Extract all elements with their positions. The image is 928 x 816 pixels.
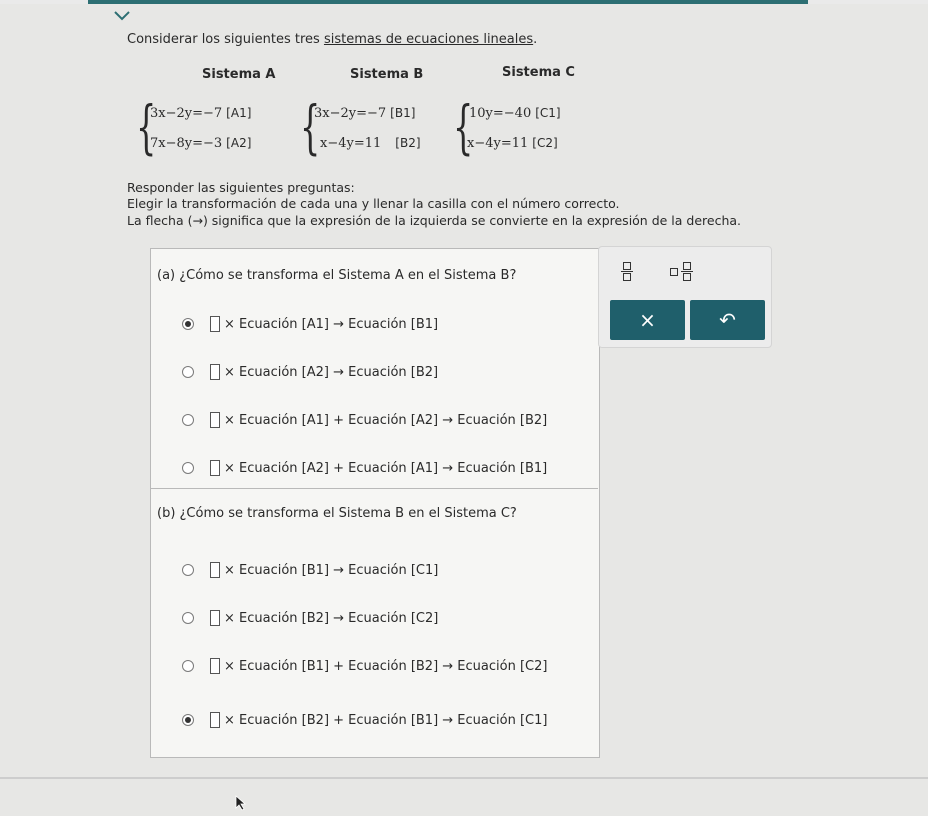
answer-box[interactable]: [210, 658, 220, 674]
radio[interactable]: [182, 660, 194, 672]
top-bar: [0, 0, 928, 4]
answer-box[interactable]: [210, 562, 220, 578]
equation-c1: 10y=−40 [C1]: [469, 106, 561, 121]
equation-a2: 7x−8y=−3 [A2]: [150, 136, 252, 151]
answer-box[interactable]: [210, 460, 220, 476]
option-a4[interactable]: × Ecuación [A2] + Ecuación [A1] → Ecuación [B1]: [182, 458, 547, 478]
undo-button[interactable]: [690, 300, 765, 340]
clear-button[interactable]: [610, 300, 685, 340]
close-icon: ×: [639, 308, 656, 332]
radio-selected[interactable]: [182, 714, 194, 726]
instruction-1: Responder las siguientes preguntas:: [127, 180, 355, 195]
question-b-prompt: (b) ¿Cómo se transforma el Sistema B en el Sistema C?: [157, 506, 517, 521]
option-a1[interactable]: × Ecuación [A1] → Ecuación [B1]: [182, 314, 438, 334]
option-a3[interactable]: × Ecuación [A1] + Ecuación [A2] → Ecuación [B2]: [182, 410, 547, 430]
instruction-2: Elegir la transformación de cada una y llenar la casilla con el número correcto.: [127, 196, 620, 211]
answer-box[interactable]: [210, 412, 220, 428]
fraction-icon[interactable]: [621, 262, 633, 281]
system-a-title: Sistema A: [202, 67, 276, 82]
system-c: [453, 93, 603, 161]
system-b: [300, 93, 450, 161]
equation-c2: x−4y=11 [C2]: [467, 136, 558, 151]
option-a2[interactable]: × Ecuación [A2] → Ecuación [B2]: [182, 362, 438, 382]
equation-a1: 3x−2y=−7 [A1]: [150, 106, 252, 121]
system-c-title: Sistema C: [502, 65, 575, 80]
undo-icon: ↶: [719, 308, 736, 332]
option-b3[interactable]: × Ecuación [B1] + Ecuación [B2] → Ecuación [C2]: [182, 656, 547, 676]
option-b1[interactable]: × Ecuación [B1] → Ecuación [C1]: [182, 560, 438, 580]
option-b2[interactable]: × Ecuación [B2] → Ecuación [C2]: [182, 608, 438, 628]
bottom-divider: [0, 777, 928, 779]
brace-icon: {: [136, 93, 157, 161]
systems-link[interactable]: sistemas de ecuaciones lineales: [323, 32, 534, 47]
answer-box[interactable]: [210, 712, 220, 728]
top-bar-accent: [88, 0, 808, 4]
system-a: [136, 93, 286, 161]
intro-text: Considerar los siguientes tres sistemas de ecuaciones lineales.: [127, 32, 538, 47]
instruction-3: La flecha (→) significa que la expresión de la izquierda se convierte en la expresión de la derecha.: [127, 213, 742, 228]
radio[interactable]: [182, 462, 194, 474]
option-b4[interactable]: × Ecuación [B2] + Ecuación [B1] → Ecuación [C1]: [182, 710, 547, 730]
question-divider: [150, 488, 598, 489]
answer-box[interactable]: [210, 316, 220, 332]
answer-box[interactable]: [210, 610, 220, 626]
mixed-number-icon[interactable]: [670, 262, 693, 281]
brace-icon: {: [300, 93, 321, 161]
brace-icon: {: [453, 93, 474, 161]
radio[interactable]: [182, 366, 194, 378]
radio[interactable]: [182, 612, 194, 624]
question-a-prompt: (a) ¿Cómo se transforma el Sistema A en el Sistema B?: [157, 268, 517, 283]
answer-box[interactable]: [210, 364, 220, 380]
radio[interactable]: [182, 414, 194, 426]
equation-b1: 3x−2y=−7 [B1]: [314, 106, 416, 121]
radio[interactable]: [182, 564, 194, 576]
chevron-down-icon[interactable]: [112, 8, 132, 22]
mouse-cursor-icon: [235, 795, 247, 811]
system-b-title: Sistema B: [350, 67, 424, 82]
radio-selected[interactable]: [182, 318, 194, 330]
equation-b2: x−4y=11 [B2]: [320, 136, 421, 151]
